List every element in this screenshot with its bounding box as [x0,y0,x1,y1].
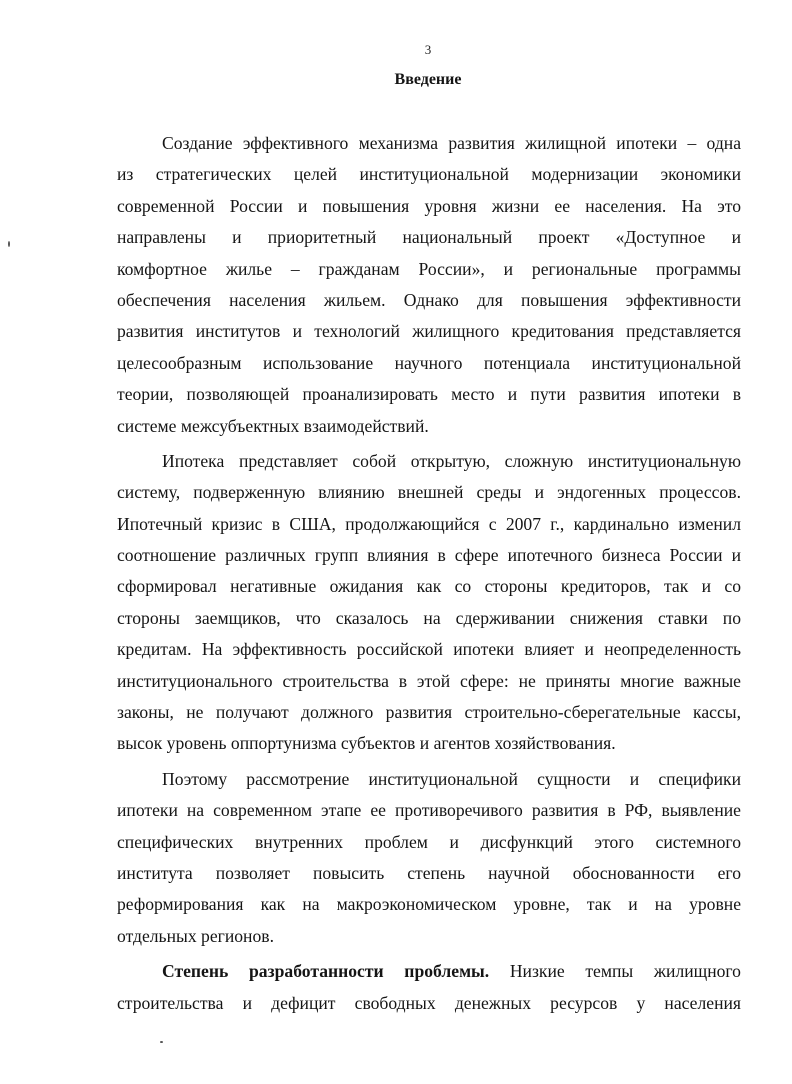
text-line: сформировал негативные ожидания как со стороны кредиторов, так и со [117,576,741,597]
text-line: институционального строительства в этой сфере: не приняты многие важные [117,670,741,691]
text-line: специфических внутренних проблем и дисфункций этого системного [117,831,741,852]
bold-lead: Степень разработанности проблемы. [162,961,490,982]
text-line: законы, не получают должного развития строительно-сберегательные кассы, [117,702,741,723]
section-heading: Введение [394,71,462,88]
text-line: системе межсубъектных взаимодействий. [117,415,429,436]
page-number: 3 [424,42,432,57]
text-line: реформирования как на макроэкономическом уровне, так и на уровне [117,894,741,915]
paragraph-3 [117,764,741,952]
text-line: обеспечения населения жильем. Однако для повышения эффективности [117,289,741,310]
scan-speck [160,1041,163,1043]
text-line: теории, позволяющей проанализировать место и пути развития ипотеки в [117,384,741,405]
text-line: развития институтов и технологий жилищного кредитования представляется [117,321,741,342]
text-line: соотношение различных групп влияния в сфере ипотечного бизнеса России и [117,545,741,566]
body-text [117,128,741,1019]
text-line: Поэтому рассмотрение институциональной сущности и специфики [162,768,741,789]
text-line: систему, подверженную влиянию внешней среды и эндогенных процессов. [117,482,741,503]
text-line: из стратегических целей институциональной модернизации экономики [117,164,741,185]
scan-speck [8,241,10,247]
paragraph-4 [117,956,741,1019]
text-run: Низкие темпы жилищного [489,961,741,982]
text-line: строительства и дефицит свободных денежных ресурсов у населения [117,992,741,1013]
text-line: направлены и приоритетный национальный проект «Доступное и [117,227,741,248]
text-line: ипотеки на современном этапе ее противоречивого развития в РФ, выявление [117,800,741,821]
text-line: высок уровень оппортунизма субъектов и агентов хозяйствования. [117,733,616,754]
text-line [117,956,741,987]
text-line: Ипотека представляет собой открытую, сложную институциональную [162,450,741,471]
text-line: Ипотечный кризис в США, продолжающийся с 2007 г., кардинально изменил [117,513,741,534]
paragraph-1 [117,128,741,442]
text-line: комфортное жилье – гражданам России», и региональные программы [117,258,741,279]
text-line: института позволяет повысить степень научной обоснованности его [117,862,741,883]
text-line: Создание эффективного механизма развития жилищной ипотеки – одна [162,133,741,153]
text-line: целесообразным использование научного потенциала институциональной [117,352,741,373]
text-line: кредитам. На эффективность российской ипотеки влияет и неопределенность [117,639,741,660]
paragraph-2 [117,446,741,760]
text-line: отдельных регионов. [117,925,274,946]
text-line: стороны заемщиков, что сказалось на сдерживании снижения ставки по [117,607,741,628]
text-line: современной России и повышения уровня жизни ее населения. На это [117,195,741,216]
